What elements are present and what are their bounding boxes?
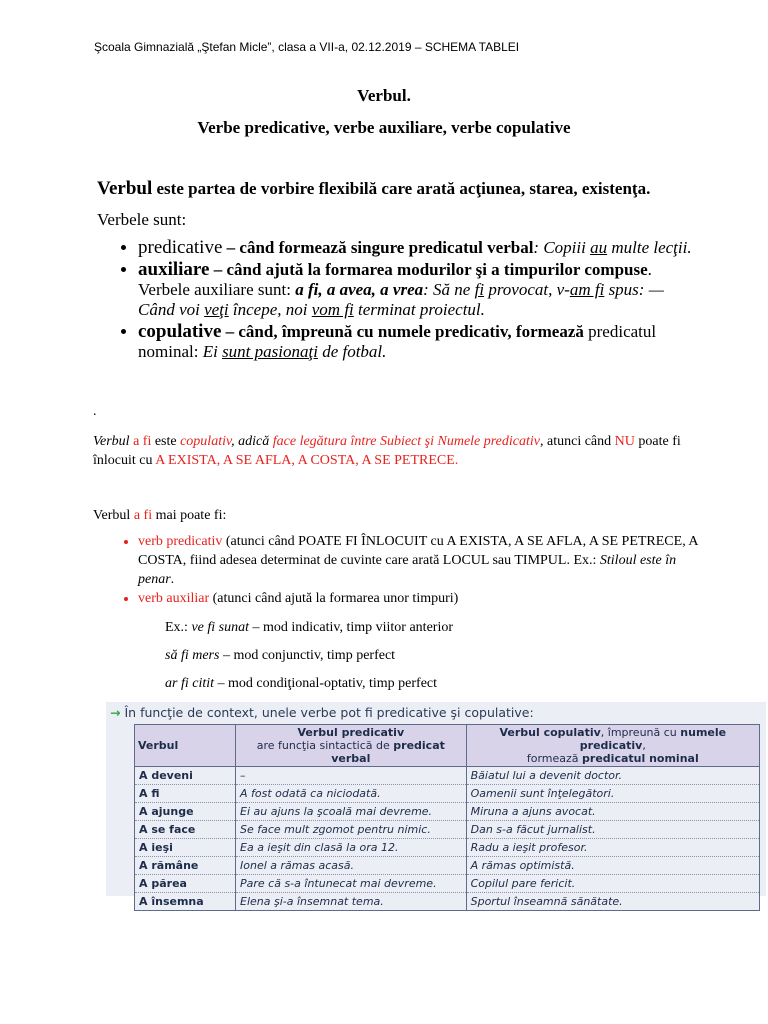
item-text: (atunci când ajută la formarea unor timpuri) bbox=[209, 591, 459, 606]
example: de fotbal. bbox=[317, 342, 387, 361]
example: spus: — Când voi bbox=[138, 280, 664, 319]
note-red: face legătura între Subiect şi Numele predicativ bbox=[272, 434, 540, 449]
header-text: , împreună cu bbox=[600, 726, 681, 739]
arrow-right-icon: → bbox=[110, 705, 121, 720]
note-text: este bbox=[151, 434, 181, 449]
example: terminat proiectul. bbox=[353, 300, 485, 319]
cell-pred: Ei au ajuns la şcoală mai devreme. bbox=[236, 803, 467, 821]
cell-pred: Elena şi-a însemnat tema. bbox=[236, 893, 467, 911]
verbs-table-box bbox=[106, 702, 766, 908]
header-text: numele predicativ bbox=[579, 726, 727, 752]
example-underline: fi bbox=[474, 280, 485, 299]
example-underline: au bbox=[590, 238, 608, 257]
example: multe lecţii. bbox=[607, 238, 692, 257]
poate-text: mai poate fi: bbox=[152, 508, 227, 523]
cell-cop: Dan s-a făcut jurnalist. bbox=[466, 821, 759, 839]
example-underline: vom fi bbox=[311, 300, 354, 319]
definition bbox=[97, 178, 650, 200]
cell-verb: A rămâne bbox=[135, 857, 236, 875]
definition-term: Verbul bbox=[97, 178, 153, 199]
header-text: Verbul predicativ bbox=[297, 726, 405, 739]
cell-verb: A ajunge bbox=[135, 803, 236, 821]
note-red: NU bbox=[614, 434, 635, 449]
copulativ-note bbox=[93, 432, 693, 470]
cell-cop: Copilul pare fericit. bbox=[466, 875, 759, 893]
item-head: predicative bbox=[138, 237, 223, 258]
table-row bbox=[135, 875, 760, 893]
example-underline: sunt pasionaţi bbox=[222, 342, 318, 361]
item-text: predicatul nominal: bbox=[138, 322, 657, 361]
note-red: A EXISTA, A SE AFLA, A COSTA, A SE PETRECE. bbox=[155, 453, 459, 468]
col-verb bbox=[135, 725, 236, 767]
mai-poate-fi bbox=[93, 508, 226, 524]
example: : Copiii bbox=[533, 238, 591, 257]
table-row bbox=[135, 893, 760, 911]
example-line bbox=[165, 648, 395, 664]
poate-red: a fi bbox=[133, 508, 153, 523]
cell-verb: A se face bbox=[135, 821, 236, 839]
table-row bbox=[135, 839, 760, 857]
example-line bbox=[165, 620, 453, 636]
verbs-table bbox=[134, 724, 760, 911]
note-text: , atunci când bbox=[540, 434, 615, 449]
example: începe, noi bbox=[228, 300, 312, 319]
cell-cop: Băiatul lui a devenit doctor. bbox=[466, 767, 759, 785]
cell-verb: A părea bbox=[135, 875, 236, 893]
item-text: – când formează singure predicatul verbal bbox=[222, 238, 534, 257]
note-text: poate fi înlocuit cu bbox=[93, 434, 681, 468]
example: : Să ne bbox=[423, 280, 475, 299]
header-text: predicat verbal bbox=[331, 739, 445, 765]
list-item-predicative bbox=[138, 238, 698, 258]
aux-verbs: a fi, a avea, a vrea bbox=[295, 280, 424, 299]
cell-cop: Radu a ieşit profesor. bbox=[466, 839, 759, 857]
item-red: verb auxiliar bbox=[138, 591, 210, 606]
example: Stiloul este în penar bbox=[138, 553, 677, 587]
list-item-copulative bbox=[138, 322, 698, 362]
item-text: – când, împreună cu numele predicativ, formează bbox=[221, 322, 584, 341]
cell-pred: Se face mult zgomot pentru nimic. bbox=[236, 821, 467, 839]
poate-text: Verbul bbox=[93, 508, 134, 523]
example: Ei bbox=[202, 342, 223, 361]
cell-verb: A însemna bbox=[135, 893, 236, 911]
verb-types-list bbox=[108, 238, 698, 364]
page-subtitle: Verbe predicative, verbe auxiliare, verbe copulative bbox=[197, 118, 571, 137]
example: provocat, v- bbox=[484, 280, 570, 299]
ex-italic: ar fi citit bbox=[165, 676, 214, 691]
verbele-sunt: Verbele sunt: bbox=[97, 210, 187, 229]
ex-rest: – mod condiţional-optativ, timp perfect bbox=[214, 676, 438, 691]
cell-pred: Pare că s-a întunecat mai devreme. bbox=[236, 875, 467, 893]
list-item-verb-predicativ bbox=[138, 532, 698, 589]
cell-pred: – bbox=[236, 767, 467, 785]
item-red: verb predicativ bbox=[138, 534, 223, 549]
header-text: , bbox=[642, 739, 646, 752]
cell-verb: A deveni bbox=[135, 767, 236, 785]
cell-cop: Sportul înseamnă sănătate. bbox=[466, 893, 759, 911]
header-text: formează bbox=[526, 752, 583, 765]
cell-pred: A fost odată ca niciodată. bbox=[236, 785, 467, 803]
page-title: Verbul. bbox=[357, 86, 411, 105]
cell-verb: A fi bbox=[135, 785, 236, 803]
note-red: a fi bbox=[133, 434, 152, 449]
cell-pred: Ionel a rămas acasă. bbox=[236, 857, 467, 875]
table-caption bbox=[110, 705, 534, 720]
ex-italic: ve fi sunat bbox=[191, 620, 249, 635]
dot: . bbox=[93, 404, 97, 419]
table-row bbox=[135, 785, 760, 803]
ex-rest: – mod conjunctiv, timp perfect bbox=[219, 648, 396, 663]
ex-italic: să fi mers bbox=[165, 648, 220, 663]
item-head: copulative bbox=[138, 321, 222, 342]
example-underline: veţi bbox=[204, 300, 229, 319]
header-text: Verbul copulativ bbox=[499, 726, 601, 739]
cell-verb: A ieşi bbox=[135, 839, 236, 857]
example-line bbox=[165, 676, 437, 692]
col-copulativ bbox=[466, 725, 759, 767]
col-predicativ bbox=[236, 725, 467, 767]
header-text: are funcţia sintactică de bbox=[256, 739, 394, 752]
note-text: Verbul bbox=[93, 434, 134, 449]
ex-rest: – mod indicativ, timp viitor anterior bbox=[249, 620, 453, 635]
note-red: copulativ bbox=[180, 434, 232, 449]
cell-cop: A rămas optimistă. bbox=[466, 857, 759, 875]
caption-text: În funcţie de context, unele verbe pot fi predicative şi copulative: bbox=[124, 705, 534, 720]
table-row bbox=[135, 803, 760, 821]
table-row bbox=[135, 767, 760, 785]
list-item-verb-auxiliar bbox=[138, 589, 698, 608]
cell-pred: Ea a ieşit din clasă la ora 12. bbox=[236, 839, 467, 857]
note-text: , adică bbox=[231, 434, 273, 449]
cell-cop: Oamenii sunt înţelegători. bbox=[466, 785, 759, 803]
item-text: . bbox=[170, 572, 175, 587]
item-text: (atunci când POATE FI ÎNLOCUIT cu A EXISTA, A SE AFLA, A SE PETRECE, A COSTA, fiind adesea determinat de cuvinte care arată LOCUL sau TIMPUL. Ex.: bbox=[138, 534, 698, 568]
table-row bbox=[135, 821, 760, 839]
example-underline: am fi bbox=[569, 280, 605, 299]
ex-pre: Ex.: bbox=[165, 620, 192, 635]
header-text: predicatul nominal bbox=[582, 752, 699, 765]
cell-cop: Miruna a ajuns avocat. bbox=[466, 803, 759, 821]
definition-text: este partea de vorbire flexibilă care arată acţiunea, starea, existenţa. bbox=[152, 179, 651, 198]
item-text: – când ajută la formarea modurilor şi a timpurilor compuse bbox=[209, 260, 648, 279]
header-text: Verbul bbox=[138, 739, 179, 752]
list-item-auxiliare bbox=[138, 260, 698, 320]
item-head: auxiliare bbox=[138, 259, 210, 280]
page-header: Şcoala Gimnazială „Ştefan Micle”, clasa a VII-a, 02.12.2019 – SCHEMA TABLEI bbox=[94, 40, 520, 54]
item-text: . Verbele auxiliare sunt: bbox=[138, 260, 652, 299]
a-fi-list bbox=[108, 532, 698, 608]
table-row bbox=[135, 857, 760, 875]
